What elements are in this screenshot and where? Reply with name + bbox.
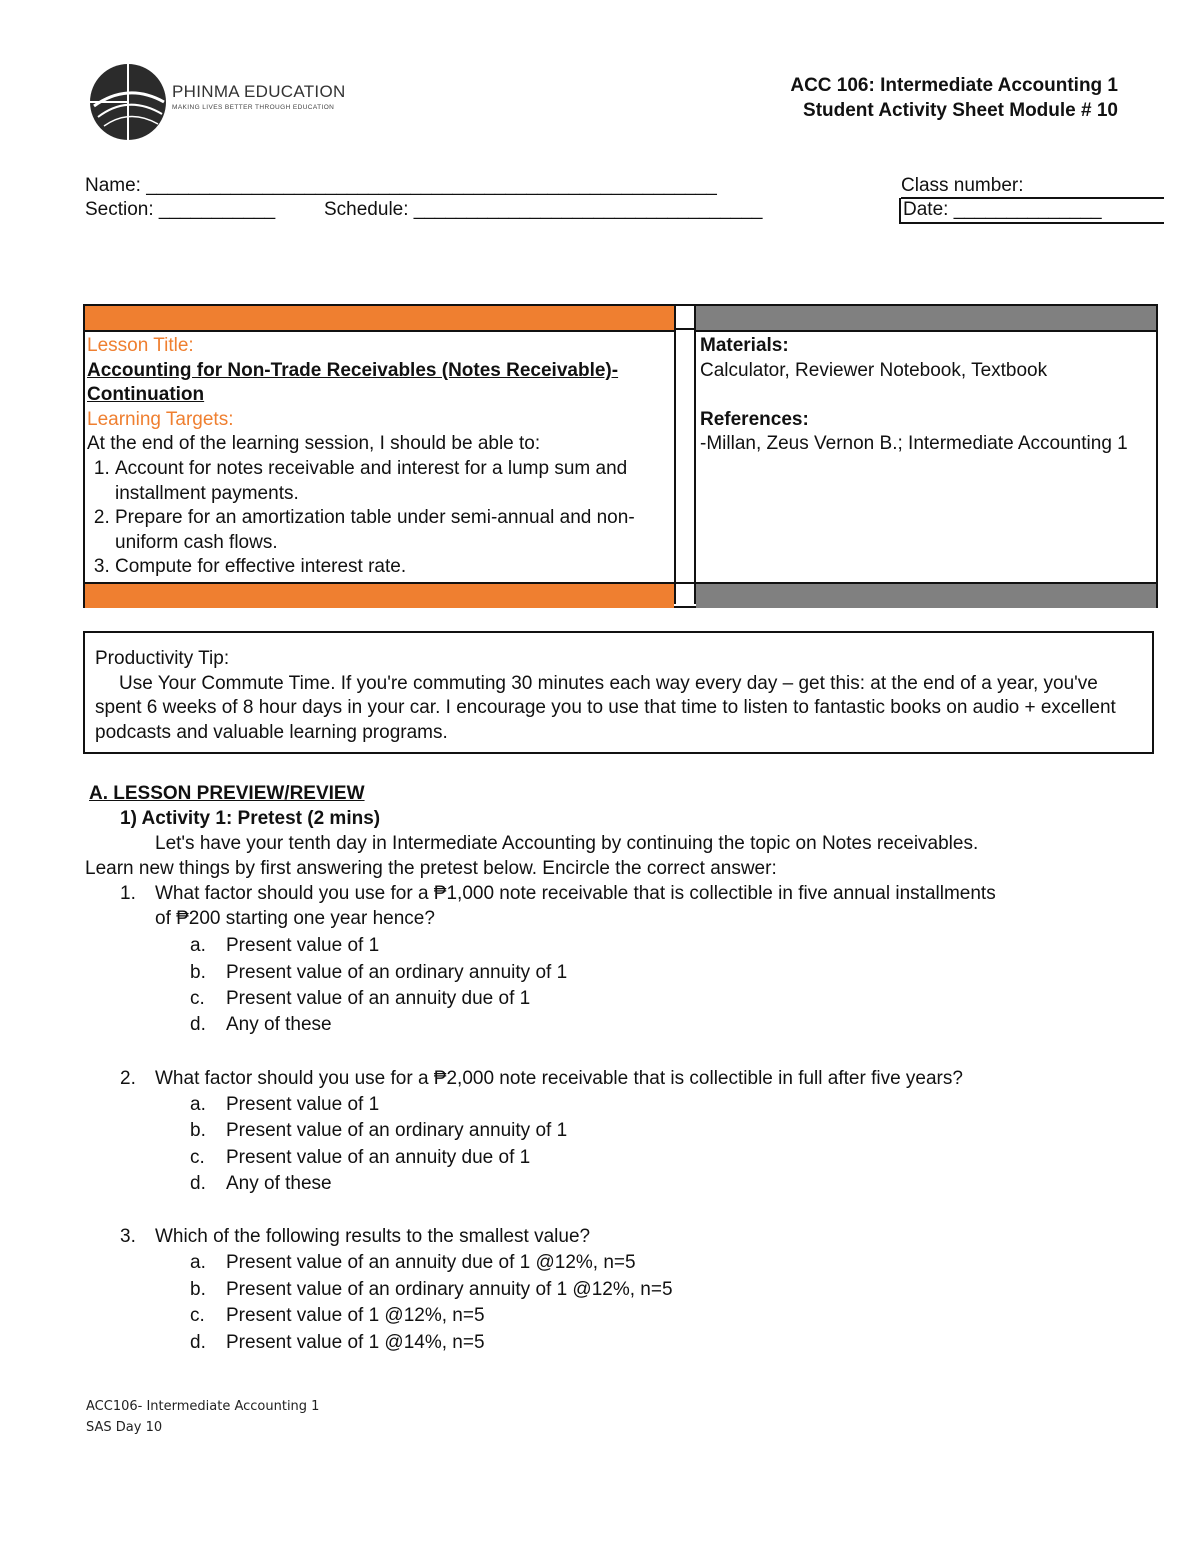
tip-label: Productivity Tip: bbox=[95, 648, 230, 669]
question-text: Which of the following results to the smallest value? bbox=[155, 1226, 591, 1247]
spacer-column bbox=[674, 306, 696, 604]
date-label: Date: ______________ bbox=[903, 199, 1102, 220]
option-letter[interactable]: b. bbox=[190, 1120, 206, 1141]
date-field[interactable] bbox=[899, 198, 1164, 224]
footer-day: SAS Day 10 bbox=[86, 1420, 163, 1435]
option-letter[interactable]: a. bbox=[190, 1252, 206, 1273]
sheet-title: Student Activity Sheet Module # 10 bbox=[803, 100, 1118, 121]
schedule-field[interactable]: Schedule: _________________________________ bbox=[324, 199, 763, 220]
option-letter[interactable]: c. bbox=[190, 1147, 205, 1168]
learning-targets-label: Learning Targets: bbox=[87, 408, 234, 430]
option-text[interactable]: Present value of 1 @14%, n=5 bbox=[226, 1332, 485, 1353]
logo-emblem-icon bbox=[88, 62, 168, 142]
option-text[interactable]: Present value of an annuity due of 1 @12%, n=5 bbox=[226, 1252, 636, 1273]
learning-targets-intro: At the end of the learning session, I should be able to: bbox=[87, 433, 541, 455]
learning-target: 2. Prepare for an amortization table under semi-annual and non-uniform cash flows. bbox=[115, 506, 672, 555]
lesson-table bbox=[83, 304, 1158, 608]
logo-name: PHINMA EDUCATION bbox=[172, 82, 346, 101]
course-title: ACC 106: Intermediate Accounting 1 bbox=[790, 75, 1118, 96]
spacer-top bbox=[674, 306, 696, 330]
option-letter[interactable]: c. bbox=[190, 988, 205, 1009]
question-number: 3. bbox=[120, 1226, 136, 1247]
lesson-left-cell bbox=[87, 334, 672, 580]
option-letter[interactable]: b. bbox=[190, 1279, 206, 1300]
lesson-right-cell bbox=[700, 334, 1155, 457]
option-letter[interactable]: a. bbox=[190, 1094, 206, 1115]
option-text[interactable]: Present value of an annuity due of 1 bbox=[226, 988, 531, 1009]
option-text[interactable]: Present value of an ordinary annuity of 1 @12%, n=5 bbox=[226, 1279, 673, 1300]
name-field[interactable]: Name: ______________________________________________________ bbox=[85, 175, 717, 196]
logo-tagline: MAKING LIVES BETTER THROUGH EDUCATION bbox=[172, 104, 335, 111]
tip-text: Use Your Commute Time. If you're commuting 30 minutes each way every day – get this: at the end of a year, you've spent 6 weeks of 8 hour days in your car. I encourage you to use that time to listen to fantastic books on audio + excellent podcasts and valuable learning programs. bbox=[95, 672, 1116, 743]
option-text[interactable]: Any of these bbox=[226, 1014, 332, 1035]
spacer-bottom bbox=[674, 582, 696, 606]
option-text[interactable]: Any of these bbox=[226, 1173, 332, 1194]
materials: Calculator, Reviewer Notebook, Textbook bbox=[700, 359, 1048, 381]
references-label: References: bbox=[700, 408, 809, 430]
option-text[interactable]: Present value of an ordinary annuity of 1 bbox=[226, 962, 568, 983]
lesson-title-label: Lesson Title: bbox=[87, 335, 194, 356]
productivity-tip-box bbox=[83, 631, 1154, 754]
section-heading: A. LESSON PREVIEW/REVIEW bbox=[89, 783, 365, 804]
materials-label: Materials: bbox=[700, 335, 789, 356]
option-text[interactable]: Present value of an annuity due of 1 bbox=[226, 1147, 531, 1168]
option-letter[interactable]: b. bbox=[190, 962, 206, 983]
section-field[interactable]: Section: ___________ bbox=[85, 199, 276, 220]
logo bbox=[88, 62, 348, 142]
footer bbox=[86, 1396, 319, 1438]
option-letter[interactable]: d. bbox=[190, 1332, 206, 1353]
option-letter[interactable]: a. bbox=[190, 935, 206, 956]
orange-bar-bottom bbox=[85, 582, 674, 608]
intro-line-2: Learn new things by first answering the pretest below. Encircle the correct answer: bbox=[85, 858, 777, 879]
class-number-field[interactable] bbox=[901, 175, 1164, 198]
option-letter[interactable]: c. bbox=[190, 1305, 205, 1326]
footer-course: ACC106- Intermediate Accounting 1 bbox=[86, 1399, 320, 1414]
option-letter[interactable]: d. bbox=[190, 1173, 206, 1194]
question-number: 2. bbox=[120, 1068, 136, 1089]
lesson-title: Accounting for Non-Trade Receivables (Notes Receivable)- Continuation bbox=[87, 359, 619, 406]
class-number-label: Class number: bbox=[901, 175, 1024, 196]
grey-bar-top bbox=[696, 306, 1156, 332]
option-text[interactable]: Present value of an ordinary annuity of 1 bbox=[226, 1120, 568, 1141]
activity-title: 1) Activity 1: Pretest (2 mins) bbox=[120, 808, 381, 829]
learning-target: 3. Compute for effective interest rate. bbox=[115, 555, 672, 580]
grey-bar-bottom bbox=[696, 582, 1156, 608]
question-number: 1. bbox=[120, 883, 136, 904]
option-letter[interactable]: d. bbox=[190, 1014, 206, 1035]
question-text: What factor should you use for a ₱1,000 note receivable that is collectible in five annual installments bbox=[155, 883, 996, 904]
option-text[interactable]: Present value of 1 bbox=[226, 935, 380, 956]
orange-bar-top bbox=[85, 306, 674, 332]
intro-line-1: Let's have your tenth day in Intermediate Accounting by continuing the topic on Notes receivables. bbox=[155, 833, 979, 854]
question-text: What factor should you use for a ₱2,000 note receivable that is collectible in full after five years? bbox=[155, 1068, 963, 1089]
references: -Millan, Zeus Vernon B.; Intermediate Accounting 1 bbox=[700, 433, 1128, 455]
learning-targets-list bbox=[87, 457, 672, 580]
question-text-cont: of ₱200 starting one year hence? bbox=[155, 908, 435, 929]
option-text[interactable]: Present value of 1 @12%, n=5 bbox=[226, 1305, 485, 1326]
option-text[interactable]: Present value of 1 bbox=[226, 1094, 380, 1115]
learning-target: 1. Account for notes receivable and interest for a lump sum and installment payments. bbox=[115, 457, 672, 506]
